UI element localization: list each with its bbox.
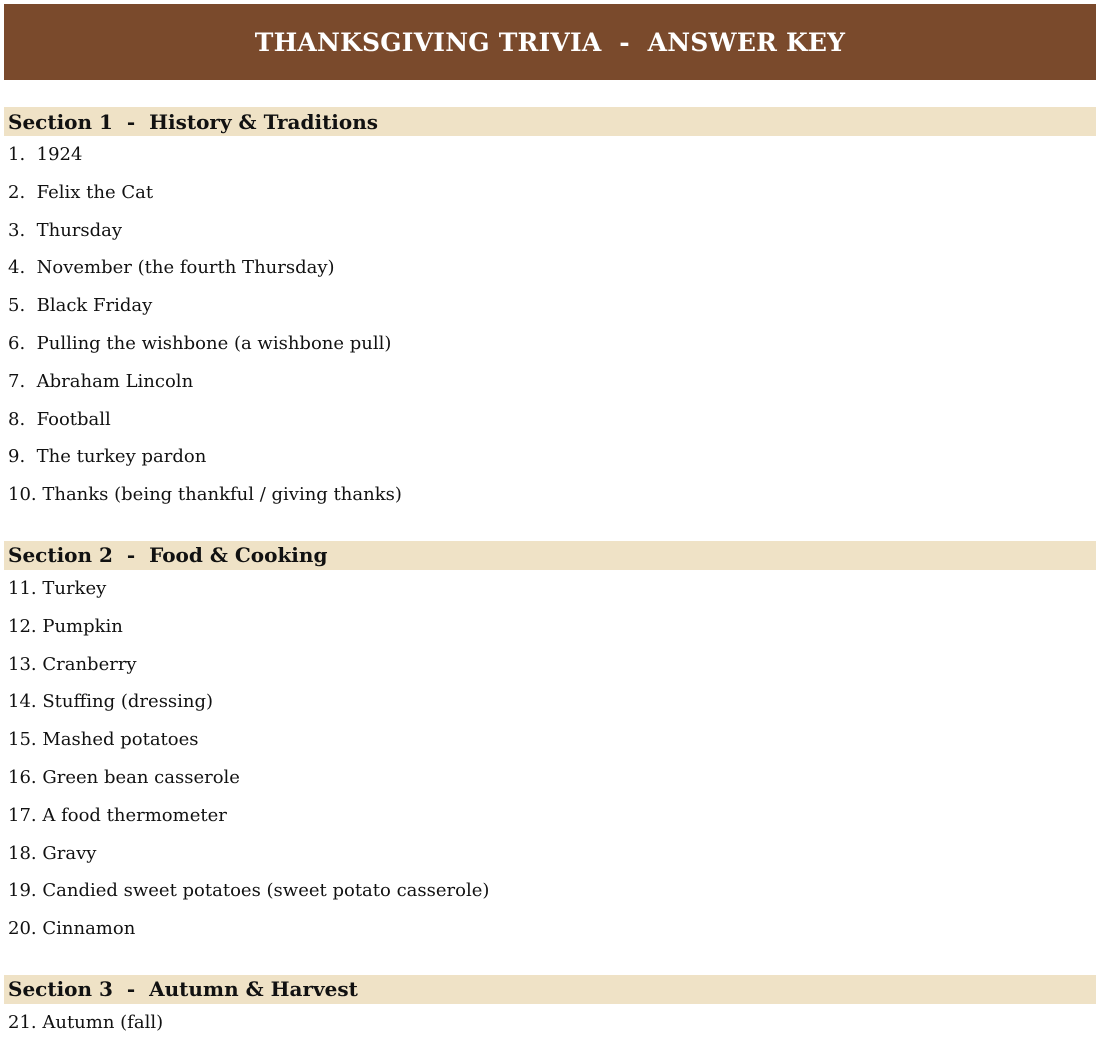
answer-item: 16. Green bean casserole xyxy=(8,766,240,788)
answer-item: 21. Autumn (fall) xyxy=(8,1011,164,1033)
answer-item: 5. Black Friday xyxy=(8,295,153,317)
section-autumn-harvest xyxy=(4,975,1096,1042)
answer-item: 15. Mashed potatoes xyxy=(8,729,199,751)
answer-item: 2. Felix the Cat xyxy=(8,181,154,203)
page-title: THANKSGIVING TRIVIA - ANSWER KEY xyxy=(254,27,846,57)
answer-item: 17. A food thermometer xyxy=(8,804,227,826)
answer-item: 6. Pulling the wishbone (a wishbone pull) xyxy=(8,332,392,354)
section-heading: Section 2 - Food & Cooking xyxy=(4,541,1096,570)
section-history-traditions xyxy=(4,107,1096,514)
section-heading: Section 1 - History & Traditions xyxy=(4,107,1096,136)
answer-item: 10. Thanks (being thankful / giving thanks) xyxy=(8,484,402,506)
answer-item: 4. November (the fourth Thursday) xyxy=(8,257,335,279)
answer-item: 8. Football xyxy=(8,408,111,430)
answer-item: 20. Cinnamon xyxy=(8,918,136,940)
answer-key-page xyxy=(4,4,1096,1042)
answer-list xyxy=(4,136,1096,514)
answer-item: 19. Candied sweet potatoes (sweet potato casserole) xyxy=(8,880,490,902)
answer-item: 18. Gravy xyxy=(8,842,97,864)
answer-item: 9. The turkey pardon xyxy=(8,446,207,468)
section-heading: Section 3 - Autumn & Harvest xyxy=(4,975,1096,1004)
answer-item: 11. Turkey xyxy=(8,577,107,599)
answer-item: 13. Cranberry xyxy=(8,653,137,675)
answer-item: 12. Pumpkin xyxy=(8,615,123,637)
answer-item: 7. Abraham Lincoln xyxy=(8,370,194,392)
answer-item: 3. Thursday xyxy=(8,219,123,241)
section-food-cooking xyxy=(4,541,1096,948)
answer-list xyxy=(4,570,1096,948)
title-bar xyxy=(4,4,1096,80)
answer-item: 14. Stuffing (dressing) xyxy=(8,691,214,713)
answer-list xyxy=(4,1004,1096,1042)
answer-item: 1. 1924 xyxy=(8,144,83,165)
